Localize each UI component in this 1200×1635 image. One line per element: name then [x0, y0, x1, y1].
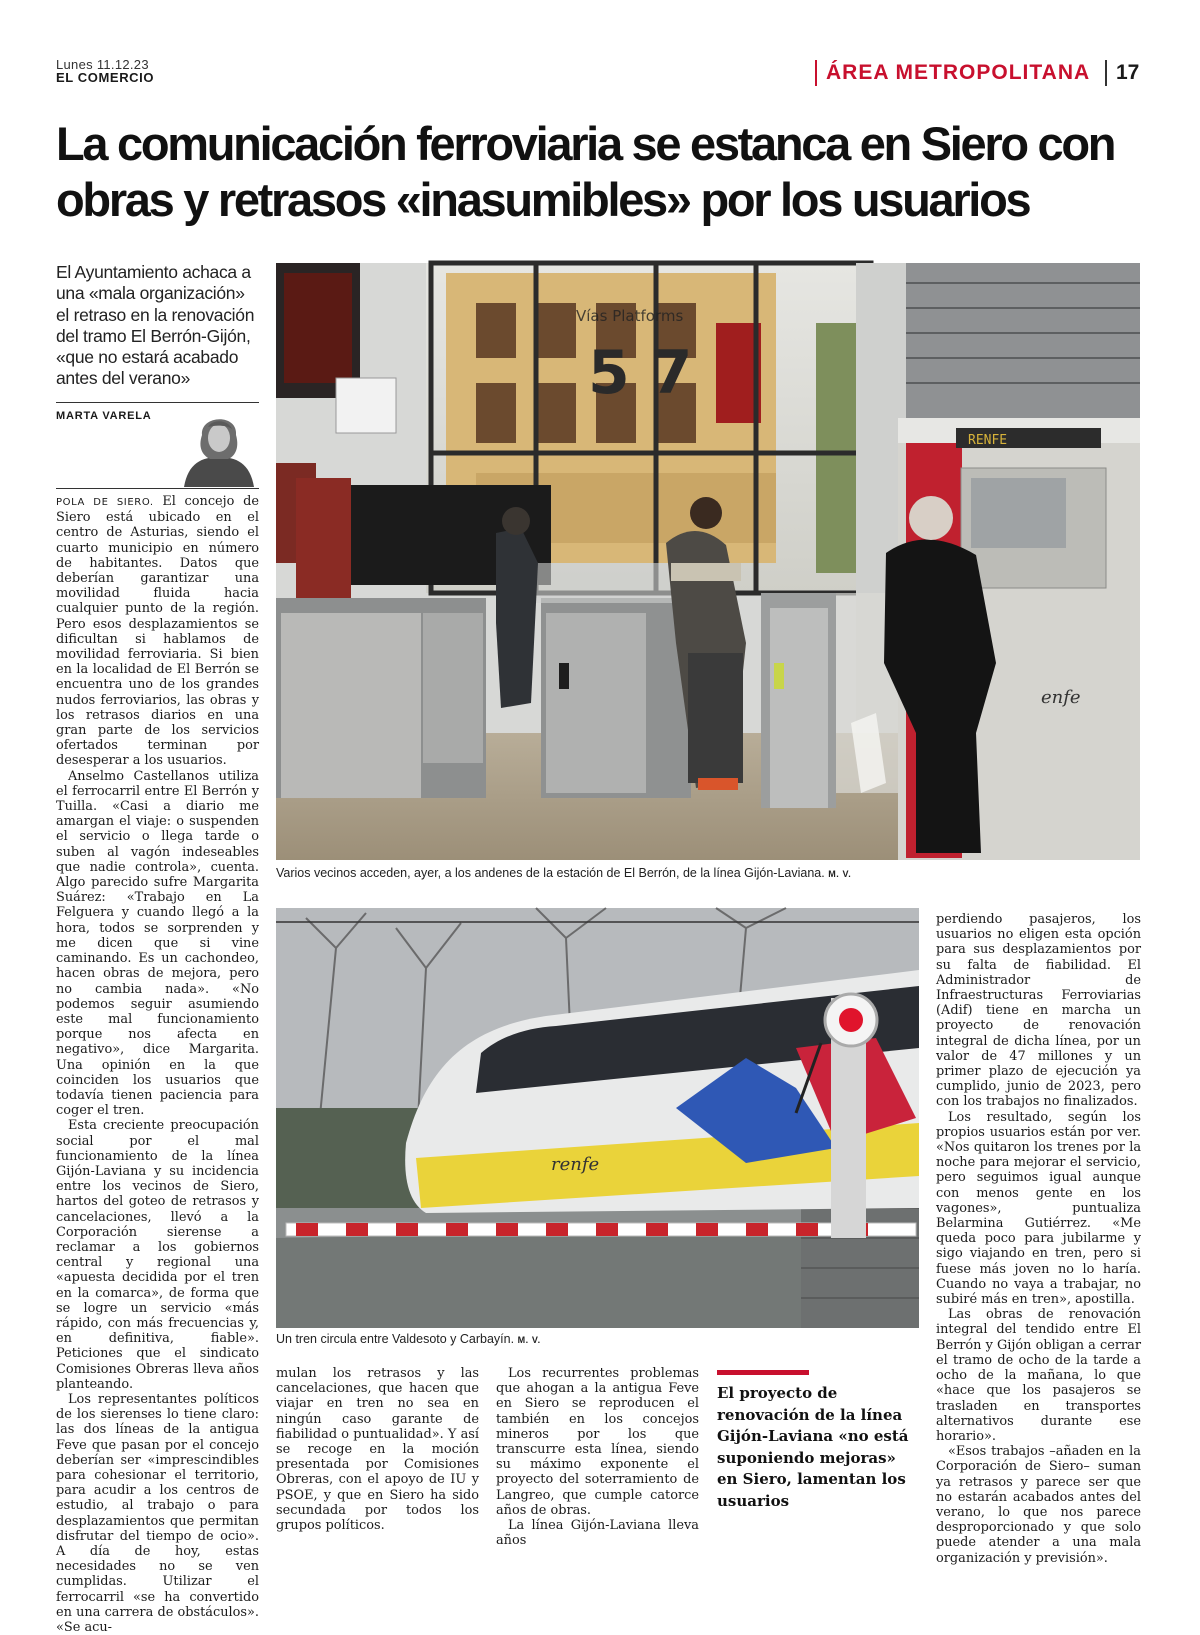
body-paragraph: Los recurrentes problemas que ahogan a la antigua Feve en Siero se reproducen el también en los concejos mineros por los que transcurre esta línea, siendo su máximo exponente el proyecto del soterramiento de Langreo, que cumple catorce años de obras. [496, 1366, 699, 1518]
ticket-machine-display: RENFE [968, 433, 1008, 448]
station-photo [276, 263, 1140, 860]
body-paragraph: Anselmo Castellanos utiliza el ferrocarril entre El Berrón y Tuilla. «Casi a diario me amargan el viaje: o suspenden el servicio o llega tarde o suben al vagón indeseables que nadie controla», cuenta. Algo parecido sufre Margarita Suárez: «Trabajo en La Felguera y cuando llegó a la hora, todos se sorprenden y me dicen que si vine caminando. Es un cachondeo, hacen obras de mejora, pero no cambia nada». «No podemos seguir asumiendo este mal funcionamiento porque nos afecta en negativo», dice Margarita. Una opinión en la que coinciden los usuarios que todavía tienen paciencia para coger el tren. [56, 768, 259, 1119]
platform-sign: Vías Platforms [576, 307, 684, 325]
divider [56, 488, 259, 489]
body-paragraph: mulan los retrasos y las cancelaciones, que hacen que viajar en tren no sea en ningún caso garante de fiabilidad o puntualidad». Y así se recoge en la moción presentada por Comisiones Obreras, con el apoyo de IU y PSOE, y que en Siero ha sido secundada por todos los grupos políticos. [276, 1366, 479, 1534]
train-logo: renfe [551, 1154, 600, 1175]
photo-credit: M. V. [828, 869, 852, 879]
page-number: 17 [1116, 61, 1140, 84]
author-portrait [178, 405, 260, 487]
body-column-2 [276, 1366, 479, 1533]
divider [56, 402, 259, 403]
photo-credit: M. V. [517, 1335, 541, 1345]
caption-text: Un tren circula entre Valdesoto y Carbayín. [276, 1332, 515, 1346]
photo-caption [276, 866, 1140, 880]
issue-date: Lunes 11.12.23 [56, 57, 149, 72]
train-photo [276, 908, 919, 1328]
body-paragraph: La línea Gijón-Laviana lleva años [496, 1518, 699, 1549]
body-column-4 [936, 912, 1141, 1566]
body-column-1 [56, 494, 259, 1635]
newspaper-name: EL COMERCIO [56, 70, 155, 85]
dateline: POLA DE SIERO. [56, 497, 154, 508]
section-name: ÁREA METROPOLITANA [826, 61, 1091, 84]
body-paragraph: perdiendo pasajeros, los usuarios no eligen esta opción para sus desplazamientos por su falta de fiabilidad. El Administrador de Infraestructuras Ferroviarias (Adif) tiene en marcha un proyecto de renovación integral de dicha línea, por un valor de 47 millones y un primer plazo de ejecución ya cumplido, junio de 2023, pero con los trabajos no finalizados. [936, 912, 1141, 1110]
byline: MARTA VARELA [56, 410, 152, 422]
platform-numbers: 5 7 [588, 338, 693, 408]
body-paragraph: Los resultado, según los propios usuarios están por ver. «Nos quitaron los trenes por la noche para mejorar el servicio, pero seguimos igual aunque con menos gente en los vagones», puntualiza Belarmina Gutiérrez. «Me queda poco para jubilarme y sigo viajando en tren, pero si fuese más joven no lo haría. Cuando no vaya a trabajar, no subiré más en tren», apostilla. [936, 1109, 1141, 1308]
renfe-logo: enfe [1041, 687, 1081, 708]
headline: La comunicación ferroviaria se estanca en Siero con obras y retrasos «inasumibles» por los usuarios [56, 117, 1115, 226]
pullquote-accent [717, 1370, 809, 1375]
subheadline: El Ayuntamiento achaca a una «mala organización» el retraso en la renovación del tramo El Berrón-Gijón, «que no estará acabado antes del verano» [56, 262, 255, 389]
body-paragraph: El concejo de Siero está ubicado en el centro de Asturias, siendo el cuarto municipio en número de habitantes. Datos que deberían garantizar una movilidad fluida hacia cualquier punto de la región. Pero esos desplazamientos se dificultan si hablamos de movilidad ferroviaria. Si bien en la localidad de El Berrón se encuentra uno de los grandes nudos ferroviarios, las obras y los retrasos diarios en una gran parte de los servicios ofertados terminan por desesperar a los usuarios. [56, 494, 259, 769]
pullquote: El proyecto de renovación de la línea Gijón-Laviana «no está suponiendo mejoras» en Siero, lamentan los usuarios [717, 1384, 909, 1510]
photo-caption [276, 1332, 919, 1346]
body-column-3 [496, 1366, 699, 1548]
section-divider [815, 60, 817, 86]
body-paragraph: Los representantes políticos de los sierenses lo tiene claro: las dos líneas de la antigua Feve que pasan por el concejo deberían ser «imprescindibles para cohesionar el territorio, para acudir a los centros de estudio, al trabajo o para desplazamientos que permitan disfrutar del tiempo de ocio». A día de hoy, estas necesidades no se ven cumplidas. Utilizar el ferrocarril «se ha convertido en una carrera de obstáculos». «Se acu- [56, 1391, 259, 1635]
body-paragraph: «Esos trabajos –añaden en la Corporación de Siero– suman ya retrasos y parece ser que no estarán acabados antes del verano, lo que nos parece desproporcionado y que solo puede atender a una mala organización y previsión». [936, 1444, 1141, 1566]
caption-text: Varios vecinos acceden, ayer, a los andenes de la estación de El Berrón, de la línea Gijón-Laviana. [276, 866, 825, 880]
body-paragraph: Esta creciente preocupación social por el mal funcionamiento de la línea Gijón-Laviana y su incidencia entre los vecinos de Siero, hartos del goteo de retrasos y cancelaciones, llevó a la Corporación sierense a reclamar a los gobiernos central y regional una «apuesta decidida por el tren en la comarca», de forma que se logre un servicio «más rápido, con más frecuencias y, en definitiva, fiable». Peticiones que el sindicato Comisiones Obreras lleva años planteando. [56, 1118, 259, 1392]
page-divider [1105, 60, 1107, 86]
body-paragraph: Las obras de renovación integral del tendido entre El Berrón y Gijón obligan a cerrar el tramo de ocho de la tarde a ocho de la mañana, lo que «hace que los pasajeros se trasladen en transportes alternativos durante ese horario». [936, 1307, 1141, 1444]
